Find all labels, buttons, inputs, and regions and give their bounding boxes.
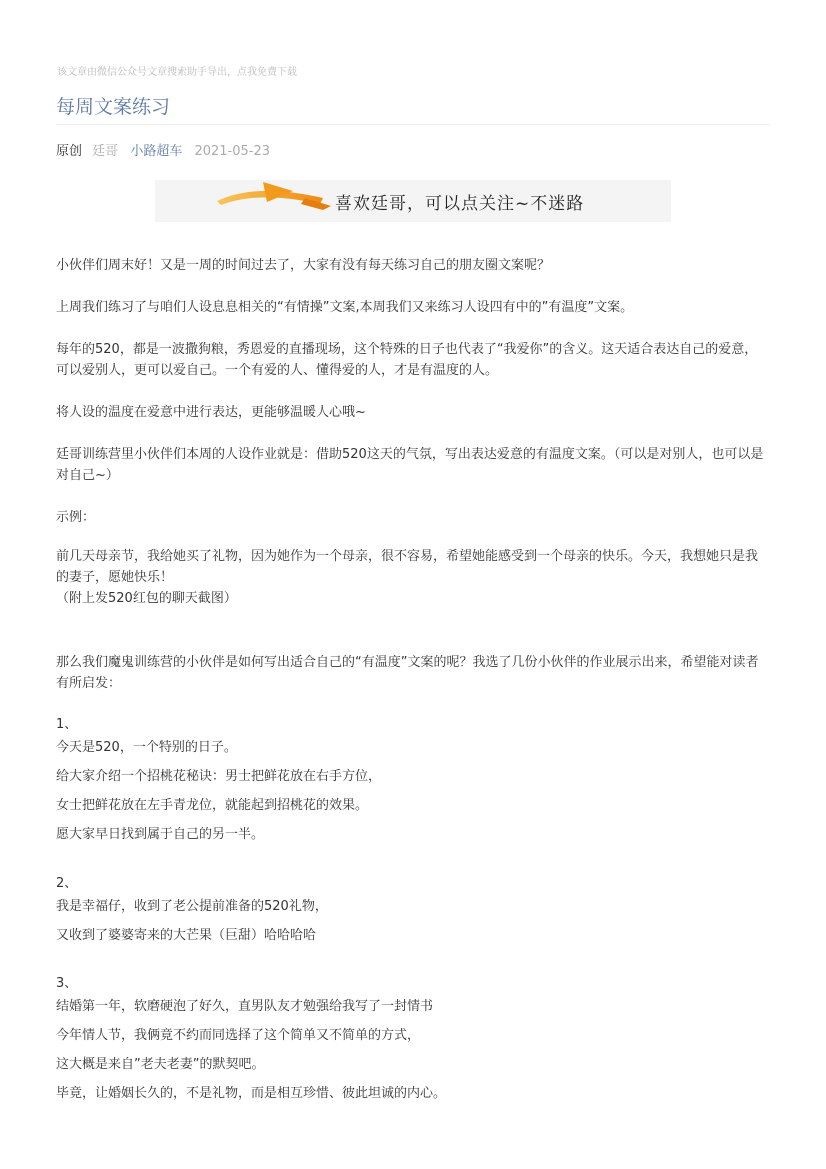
list-item: 这大概是来自”老夫老妻”的默契吧。 [56, 1057, 265, 1072]
list-item: 女士把鲜花放在左手青龙位，就能起到招桃花的效果。 [56, 798, 369, 813]
list-item: 毕竟，让婚姻长久的，不是礼物，而是相互珍惜、彼此坦诚的内心。 [56, 1086, 447, 1101]
list-item: 今年情人节，我俩竟不约而同选择了这个简单又不简单的方式， [56, 1028, 421, 1043]
follow-banner [155, 180, 671, 222]
example-2 [56, 873, 768, 946]
title-divider [56, 124, 770, 125]
original-label: 原创 [56, 144, 83, 159]
list-item: 我是幸福仔，收到了老公提前准备的520礼物， [56, 899, 328, 914]
example-number: 1、 [56, 717, 78, 732]
paragraph: 那么我们魔鬼训练营的小伙伴是如何写出适合自己的“有温度”文案的呢？我选了几份小伙伴的作业展示出来，希望能对读者有所启发： [56, 655, 759, 691]
example-number: 2、 [56, 876, 78, 891]
list-item: 今天是520，一个特别的日子。 [56, 740, 237, 755]
paragraph: 小伙伴们周末好！又是一周的时间过去了，大家有没有每天练习自己的朋友圈文案呢？ [56, 258, 551, 273]
export-notice-link[interactable]: 该文章由微信公众号文章搜索助手导出，点我免费下载 [57, 67, 297, 78]
account-link[interactable]: 小路超车 [130, 144, 183, 159]
banner-text: 喜欢廷哥，可以点关注~不迷路 [335, 194, 585, 214]
example-number: 3、 [56, 976, 78, 991]
paragraph: 示例： [56, 510, 96, 525]
example-1 [56, 714, 768, 845]
example-3 [56, 973, 768, 1104]
list-item: 给大家介绍一个招桃花秘诀：男士把鲜花放在右手方位， [56, 769, 382, 784]
paragraph: 前几天母亲节，我给她买了礼物，因为她作为一个母亲，很不容易，希望她能感受到一个母亲的快乐。今天，我想她只是我的妻子，愿她快乐！ （附上发520红包的聊天截图） [56, 549, 759, 606]
list-item: 又收到了婆婆寄来的大芒果（巨甜）哈哈哈哈 [56, 928, 317, 943]
list-item: 结婚第一年，软磨硬泡了好久，直男队友才勉强给我写了一封情书 [56, 999, 434, 1014]
article-meta [56, 140, 270, 159]
paragraph: 上周我们练习了与咱们人设息息相关的“有情操”文案,本周我们又来练习人设四有中的”有温度”文案。 [56, 300, 634, 315]
article-title: 每周文案练习 [56, 96, 171, 118]
paragraph: 将人设的温度在爱意中进行表达，更能够温暖人心哦~ [56, 405, 366, 420]
author-name: 廷哥 [92, 144, 119, 159]
publish-date: 2021-05-23 [194, 144, 271, 159]
list-item: 愿大家早日找到属于自己的另一半。 [56, 827, 265, 842]
paragraph: 廷哥训练营里小伙伴们本周的人设作业就是：借助520这天的气氛，写出表达爱意的有温度文案。（可以是对别人，也可以是对自己~） [56, 447, 764, 483]
paragraph: 每年的520，都是一波撒狗粮，秀恩爱的直播现场，这个特殊的日子也代表了“我爱你”的含义。这天适合表达自己的爱意，可以爱别人，更可以爱自己。一个有爱的人、懂得爱的人，才是有温度的人。 [56, 342, 758, 378]
